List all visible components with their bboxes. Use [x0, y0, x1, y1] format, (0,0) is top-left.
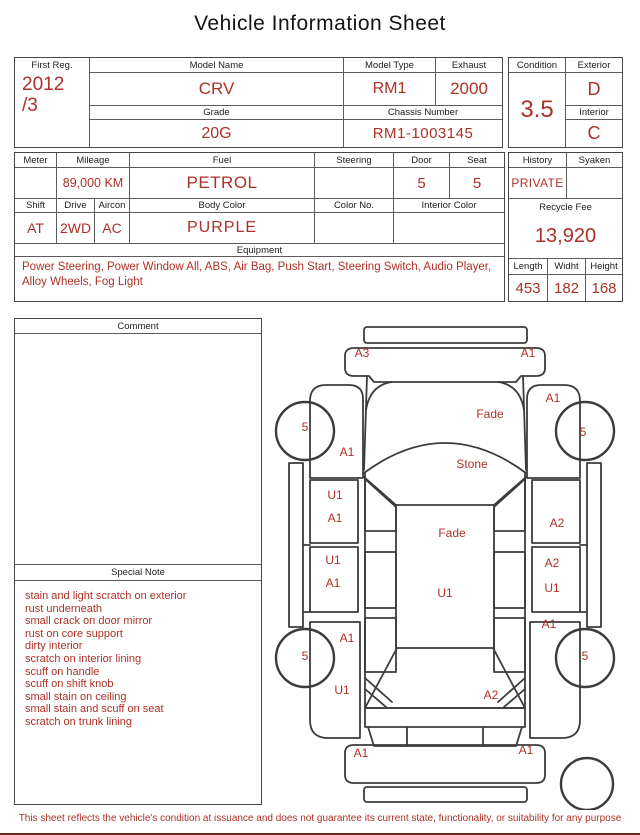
damage-label-front-bumper-left: A3 [354, 346, 370, 360]
special-note-line: scratch on interior lining [25, 652, 142, 665]
width-header: Widht [547, 259, 585, 274]
seat-header: Seat [449, 153, 504, 167]
history-value: PRIVATE [509, 167, 566, 198]
special-note-line: scuff on handle [25, 665, 100, 678]
disclaimer-text: This sheet reflects the vehicle's condition at issuance and does not guarantee its current state, functionality, or suitability for any purpose [18, 813, 622, 824]
damage-label-tailgate: A2 [483, 688, 499, 702]
equipment-value: Power Steering, Power Window All, ABS, Air Bag, Push Start, Steering Switch, Audio Player, Alloy Wheels, Fog Light [15, 256, 504, 301]
special-note-line: scratch on trunk lining [25, 715, 132, 728]
history-section [509, 153, 622, 198]
first-reg-label: First Reg. [31, 60, 73, 71]
special-note-line: rust underneath [25, 602, 103, 615]
damage-label-front-door-right: A2 [549, 516, 565, 530]
mileage-value: 89,000 KM [56, 167, 129, 198]
recycle-fee-value: 13,920 [534, 225, 597, 247]
special-note-line: stain and light scratch on exterior [25, 590, 187, 602]
interior-header: Interior [565, 105, 622, 119]
interior-color-value [393, 212, 504, 243]
damage-label-quarter-panel-left: A1 [339, 631, 355, 645]
aircon-header: Aircon [94, 198, 129, 212]
interior-color-header: Interior Color [393, 198, 504, 212]
damage-label-rear-door-left-2: A1 [325, 576, 341, 590]
fuel-value: PETROL [129, 167, 314, 198]
damage-label-roof-center: U1 [437, 586, 453, 600]
exhaust-header: Exhaust [435, 58, 502, 72]
steering-value [314, 167, 393, 198]
width-value: 182 [547, 274, 585, 301]
shift-header: Shift [15, 198, 56, 212]
color-no-header: Color No. [314, 198, 393, 212]
damage-label-rear-arch-left: U1 [334, 683, 350, 697]
special-note-line: small stain and scuff on seat [25, 703, 164, 716]
body-color-header: Body Color [129, 198, 314, 212]
model-type-value: RM1 [343, 72, 435, 105]
special-note-lines [15, 581, 261, 804]
seat-value: 5 [449, 167, 504, 198]
damage-label-front-door-left-1: U1 [327, 488, 343, 502]
damage-label-roof-front: Fade [438, 526, 466, 540]
first-reg-cell [15, 58, 89, 147]
damage-label-front-bumper-right: A1 [520, 346, 536, 360]
special-note-line: dirty interior [25, 640, 83, 653]
damage-label-front-fender-right: A1 [545, 391, 561, 405]
recycle-fee-header: Recycle Fee [539, 201, 592, 213]
condition-header: Condition [516, 59, 558, 71]
equipment-header: Equipment [15, 243, 504, 256]
comment-value [15, 334, 261, 564]
door-value: 5 [393, 167, 449, 198]
syaken-value [566, 167, 622, 198]
specs-table [14, 152, 505, 302]
car-damage-diagram [270, 315, 640, 810]
body-color-value: PURPLE [129, 212, 314, 243]
damage-label-rear-left-wheel: 5 [301, 649, 309, 663]
damage-label-windshield: Stone [456, 457, 488, 471]
recycle-fee-section [509, 198, 622, 258]
door-header: Door [393, 153, 449, 167]
first-reg-year: 2012 [22, 74, 65, 95]
drive-value: 2WD [56, 212, 94, 243]
damage-label-rear-door-right-2: U1 [544, 581, 560, 595]
grade-value: 20G [89, 119, 343, 147]
chassis-header: Chassis Number [343, 105, 502, 119]
damage-label-front-right-wheel: 5 [579, 425, 587, 439]
grade-header: Grade [89, 105, 343, 119]
damage-label-quarter-panel-right: A1 [541, 617, 557, 631]
length-header: Length [513, 261, 543, 272]
special-note-header: Special Note [15, 564, 261, 581]
fuel-header: Fuel [129, 153, 314, 167]
color-no-value [314, 212, 393, 243]
damage-label-front-door-left-2: A1 [327, 511, 343, 525]
condition-value: 3.5 [509, 72, 565, 147]
exhaust-value: 2000 [435, 72, 502, 105]
length-value: 453 [509, 274, 547, 301]
syaken-header: Syaken [566, 153, 622, 167]
damage-label-rear-door-right-1: A2 [544, 556, 560, 570]
mileage-header: Mileage [56, 153, 129, 167]
damage-label-rear-bumper-left: A1 [353, 746, 369, 760]
dimensions-section [509, 258, 622, 301]
meter-value [15, 167, 56, 198]
page-title: Vehicle Information Sheet [194, 12, 446, 35]
damage-label-front-left-wheel: 5 [301, 420, 309, 434]
special-note-line: rust on core support [25, 627, 123, 640]
aircon-value: AC [94, 212, 129, 243]
damage-label-rear-bumper-right: A1 [518, 743, 534, 757]
special-note-line: small crack on door mirror [25, 615, 153, 628]
drive-header: Drive [56, 198, 94, 212]
damage-label-rear-door-left-1: U1 [325, 553, 341, 567]
exterior-header: Exterior [565, 58, 622, 72]
diagram-labels [270, 315, 640, 810]
special-note-line: small stain on ceiling [25, 690, 127, 703]
shift-value: AT [15, 212, 56, 243]
interior-value: C [565, 119, 622, 147]
exterior-value: D [565, 72, 622, 105]
rating-table [508, 57, 623, 148]
height-value: 168 [585, 274, 622, 301]
identity-table [14, 57, 503, 148]
damage-label-rear-right-wheel: 5 [581, 649, 589, 663]
admin-table [508, 152, 623, 302]
meter-header: Meter [23, 154, 48, 166]
model-name-header: Model Name [89, 58, 343, 72]
special-note-line: scuff on shift knob [25, 678, 114, 691]
model-type-header: Model Type [343, 58, 435, 72]
model-name-value: CRV [89, 72, 343, 105]
comment-header: Comment [15, 319, 261, 334]
first-reg-month: /3 [22, 94, 38, 116]
damage-label-hood: Fade [476, 407, 504, 421]
chassis-value: RM1-1003145 [343, 119, 502, 147]
comment-panel [14, 318, 262, 805]
damage-label-front-fender-left: A1 [339, 445, 355, 459]
history-header: History [522, 154, 553, 166]
height-header: Height [585, 259, 622, 274]
steering-header: Steering [314, 153, 393, 167]
